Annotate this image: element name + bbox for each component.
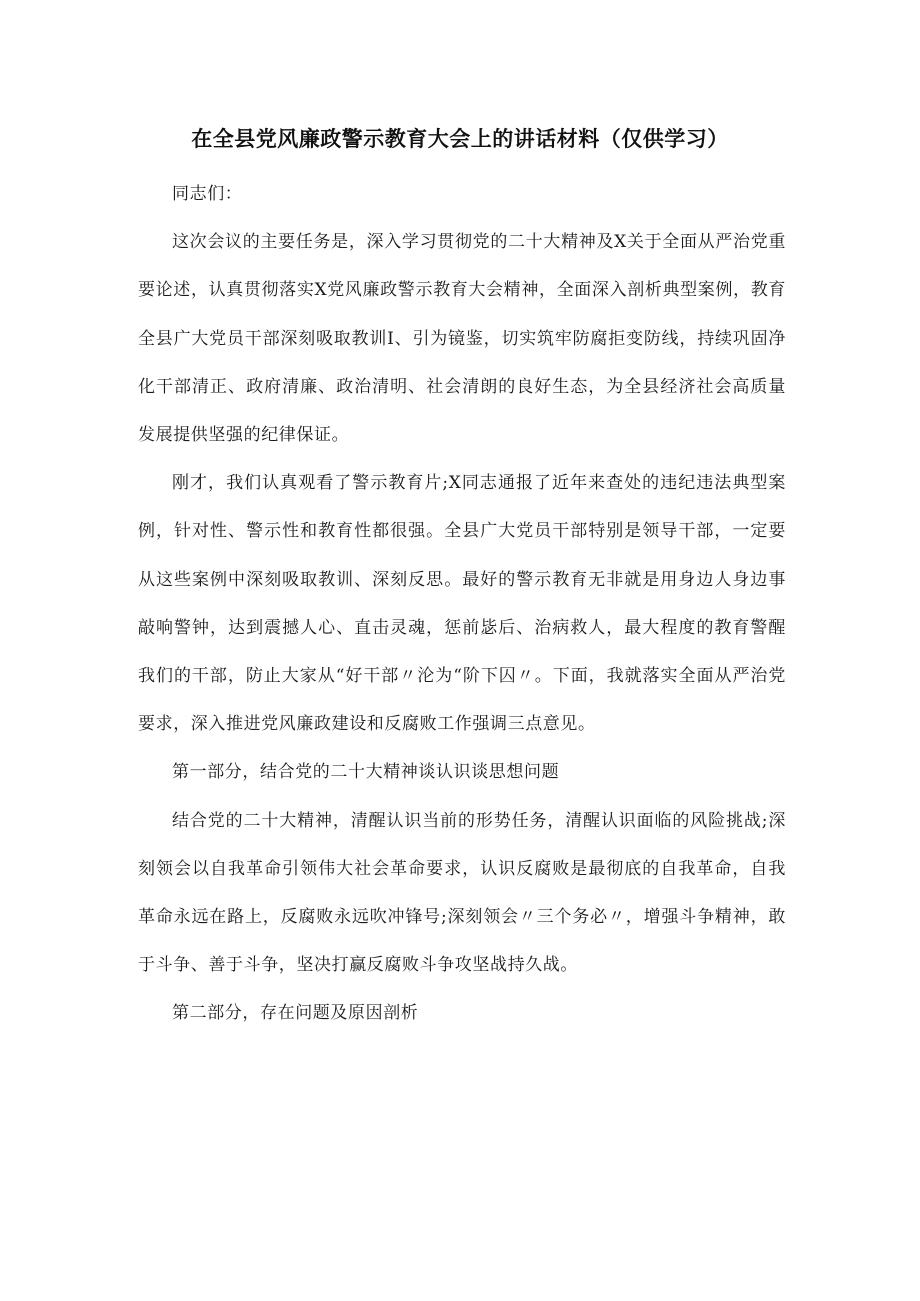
section-heading-1: 第一部分，结合党的二十大精神谈认识谈思想问题 (172, 762, 560, 783)
section-1-paragraph: 结合党的二十大精神，清醒认识当前的形势任务，清醒认识面临的风险挑战;深刻领会以自我革命引领伟大社会革命要求，认识反腐败是最彻底的自我革命，自我革命永远在路上，反腐败永远吹冲锋号;深刻领会〃三个务必〃，增强斗争精神，敢于斗争、善于斗争，坚决打赢反腐败斗争攻坚战持久战。 (138, 810, 786, 976)
document-title: 在全县党风廉政警示教育大会上的讲话材料（仅供学习） (191, 127, 729, 151)
section-heading-2: 第二部分，存在问题及原因剖析 (172, 1003, 419, 1024)
paragraph-warning-video: 刚才，我们认真观看了警示教育片;X同志通报了近年来查处的违纪违法典型案例，针对性、警示性和教育性都很强。全县广大党员干部特别是领导干部，一定要从这些案例中深刻吸取教训、深刻反思。最好的警示教育无非就是用身边人身边事敲响警钟，达到震撼人心、直击灵魂，惩前毖后、治病救人，最大程度的教育警醒我们的干部，防止大家从“好干部〃沦为“阶下囚〃。下面，我就落实全面从严治党要求，深入推进党风廉政建设和反腐败工作强调三点意见。 (138, 473, 786, 735)
salutation: 同志们： (172, 184, 243, 204)
paragraph-intro: 这次会议的主要任务是，深入学习贯彻党的二十大精神及X关于全面从严治党重要论述，认真贯彻落实X党风廉政警示教育大会精神，全面深入剖析典型案例，教育全县广大党员干部深刻吸取教训I、引为镜鉴，切实筑牢防腐拒变防线，持续巩固净化干部清正、政府清廉、政治清明、社会清朗的良好生态，为全县经济社会高质量发展提供坚强的纪律保证。 (138, 232, 786, 446)
document-body (138, 170, 786, 1038)
